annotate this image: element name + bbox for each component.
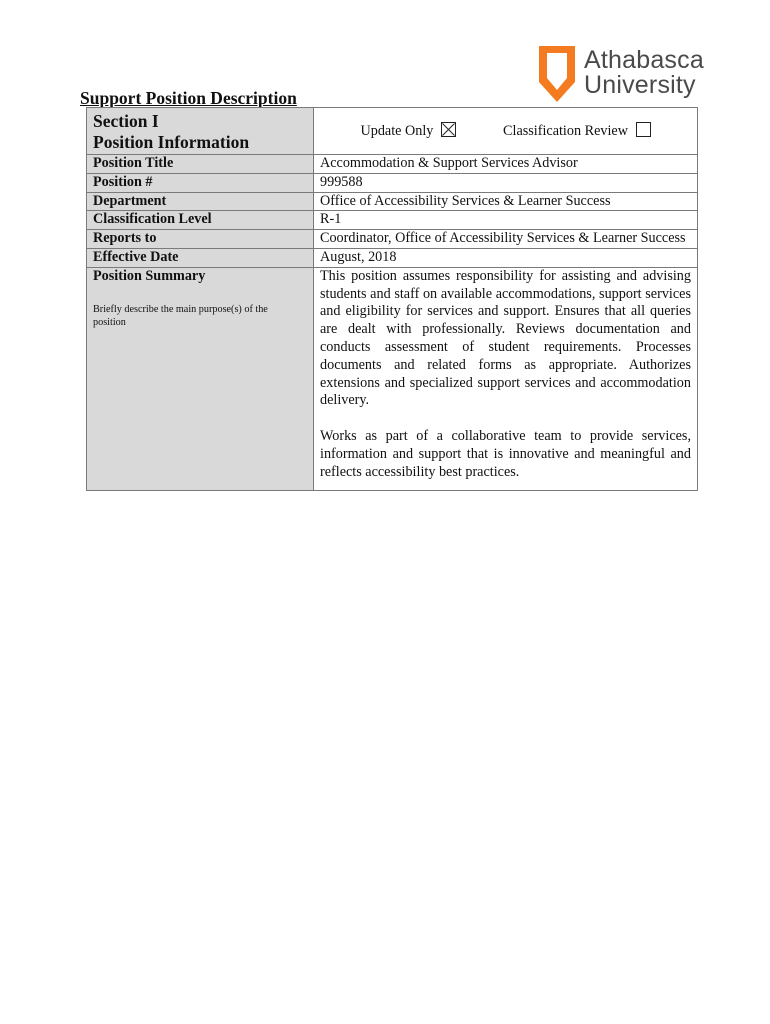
update-only-label: Update Only (360, 122, 434, 139)
position-summary-value (314, 267, 698, 490)
table-row (87, 173, 698, 192)
logo-line-1: Athabasca (584, 46, 704, 74)
classification-level-value: R-1 (314, 211, 698, 230)
classification-review-checkbox[interactable] (636, 122, 651, 137)
update-only-option[interactable] (361, 123, 460, 139)
classification-review-label: Classification Review (503, 122, 628, 139)
classification-level-label: Classification Level (87, 211, 314, 230)
logo-wordmark (584, 48, 704, 98)
position-summary-row (87, 267, 698, 490)
update-only-checkbox[interactable] (441, 122, 456, 137)
table-row (87, 211, 698, 230)
document-title: Support Position Description (80, 88, 297, 108)
position-summary-label-cell (87, 267, 314, 490)
position-title-label: Position Title (87, 155, 314, 174)
section-number: Section I (93, 111, 159, 131)
logo-line-2: University (584, 71, 696, 99)
effective-date-value: August, 2018 (314, 248, 698, 267)
section-name: Position Information (93, 132, 250, 152)
section-heading (87, 108, 314, 155)
position-summary-hint: Briefly describe the main purpose(s) of the position (93, 303, 268, 328)
shield-icon (536, 44, 578, 104)
athabasca-university-logo (536, 44, 706, 106)
position-title-value: Accommodation & Support Services Advisor (314, 155, 698, 174)
review-type-cell (314, 108, 698, 155)
position-information-table (86, 107, 698, 491)
position-summary-label: Position Summary (93, 267, 206, 284)
table-row (87, 230, 698, 249)
section-header-row (87, 108, 698, 155)
position-number-label: Position # (87, 173, 314, 192)
summary-paragraph-2: Works as part of a collaborative team to provide services, information and support that is innovative and meaningful and reflects accessibility best practices. (320, 428, 691, 480)
department-value: Office of Accessibility Services & Learner Success (314, 192, 698, 211)
table-row (87, 192, 698, 211)
summary-paragraph-1: This position assumes responsibility for assisting and advising students and staff on available accommodations, support services and eligibility for services and support. Ensures that all queries are dealt with professionally. Reviews documentation and conducts assessment of student requirements. Processes documents and related forms as appropriate. Authorizes extensions and specialized support services and accommodation delivery. (320, 267, 691, 409)
table-row (87, 248, 698, 267)
position-number-value: 999588 (314, 173, 698, 192)
department-label: Department (87, 192, 314, 211)
reports-to-value: Coordinator, Office of Accessibility Services & Learner Success (314, 230, 698, 249)
reports-to-label: Reports to (87, 230, 314, 249)
effective-date-label: Effective Date (87, 248, 314, 267)
table-row (87, 155, 698, 174)
classification-review-option[interactable] (503, 123, 650, 139)
